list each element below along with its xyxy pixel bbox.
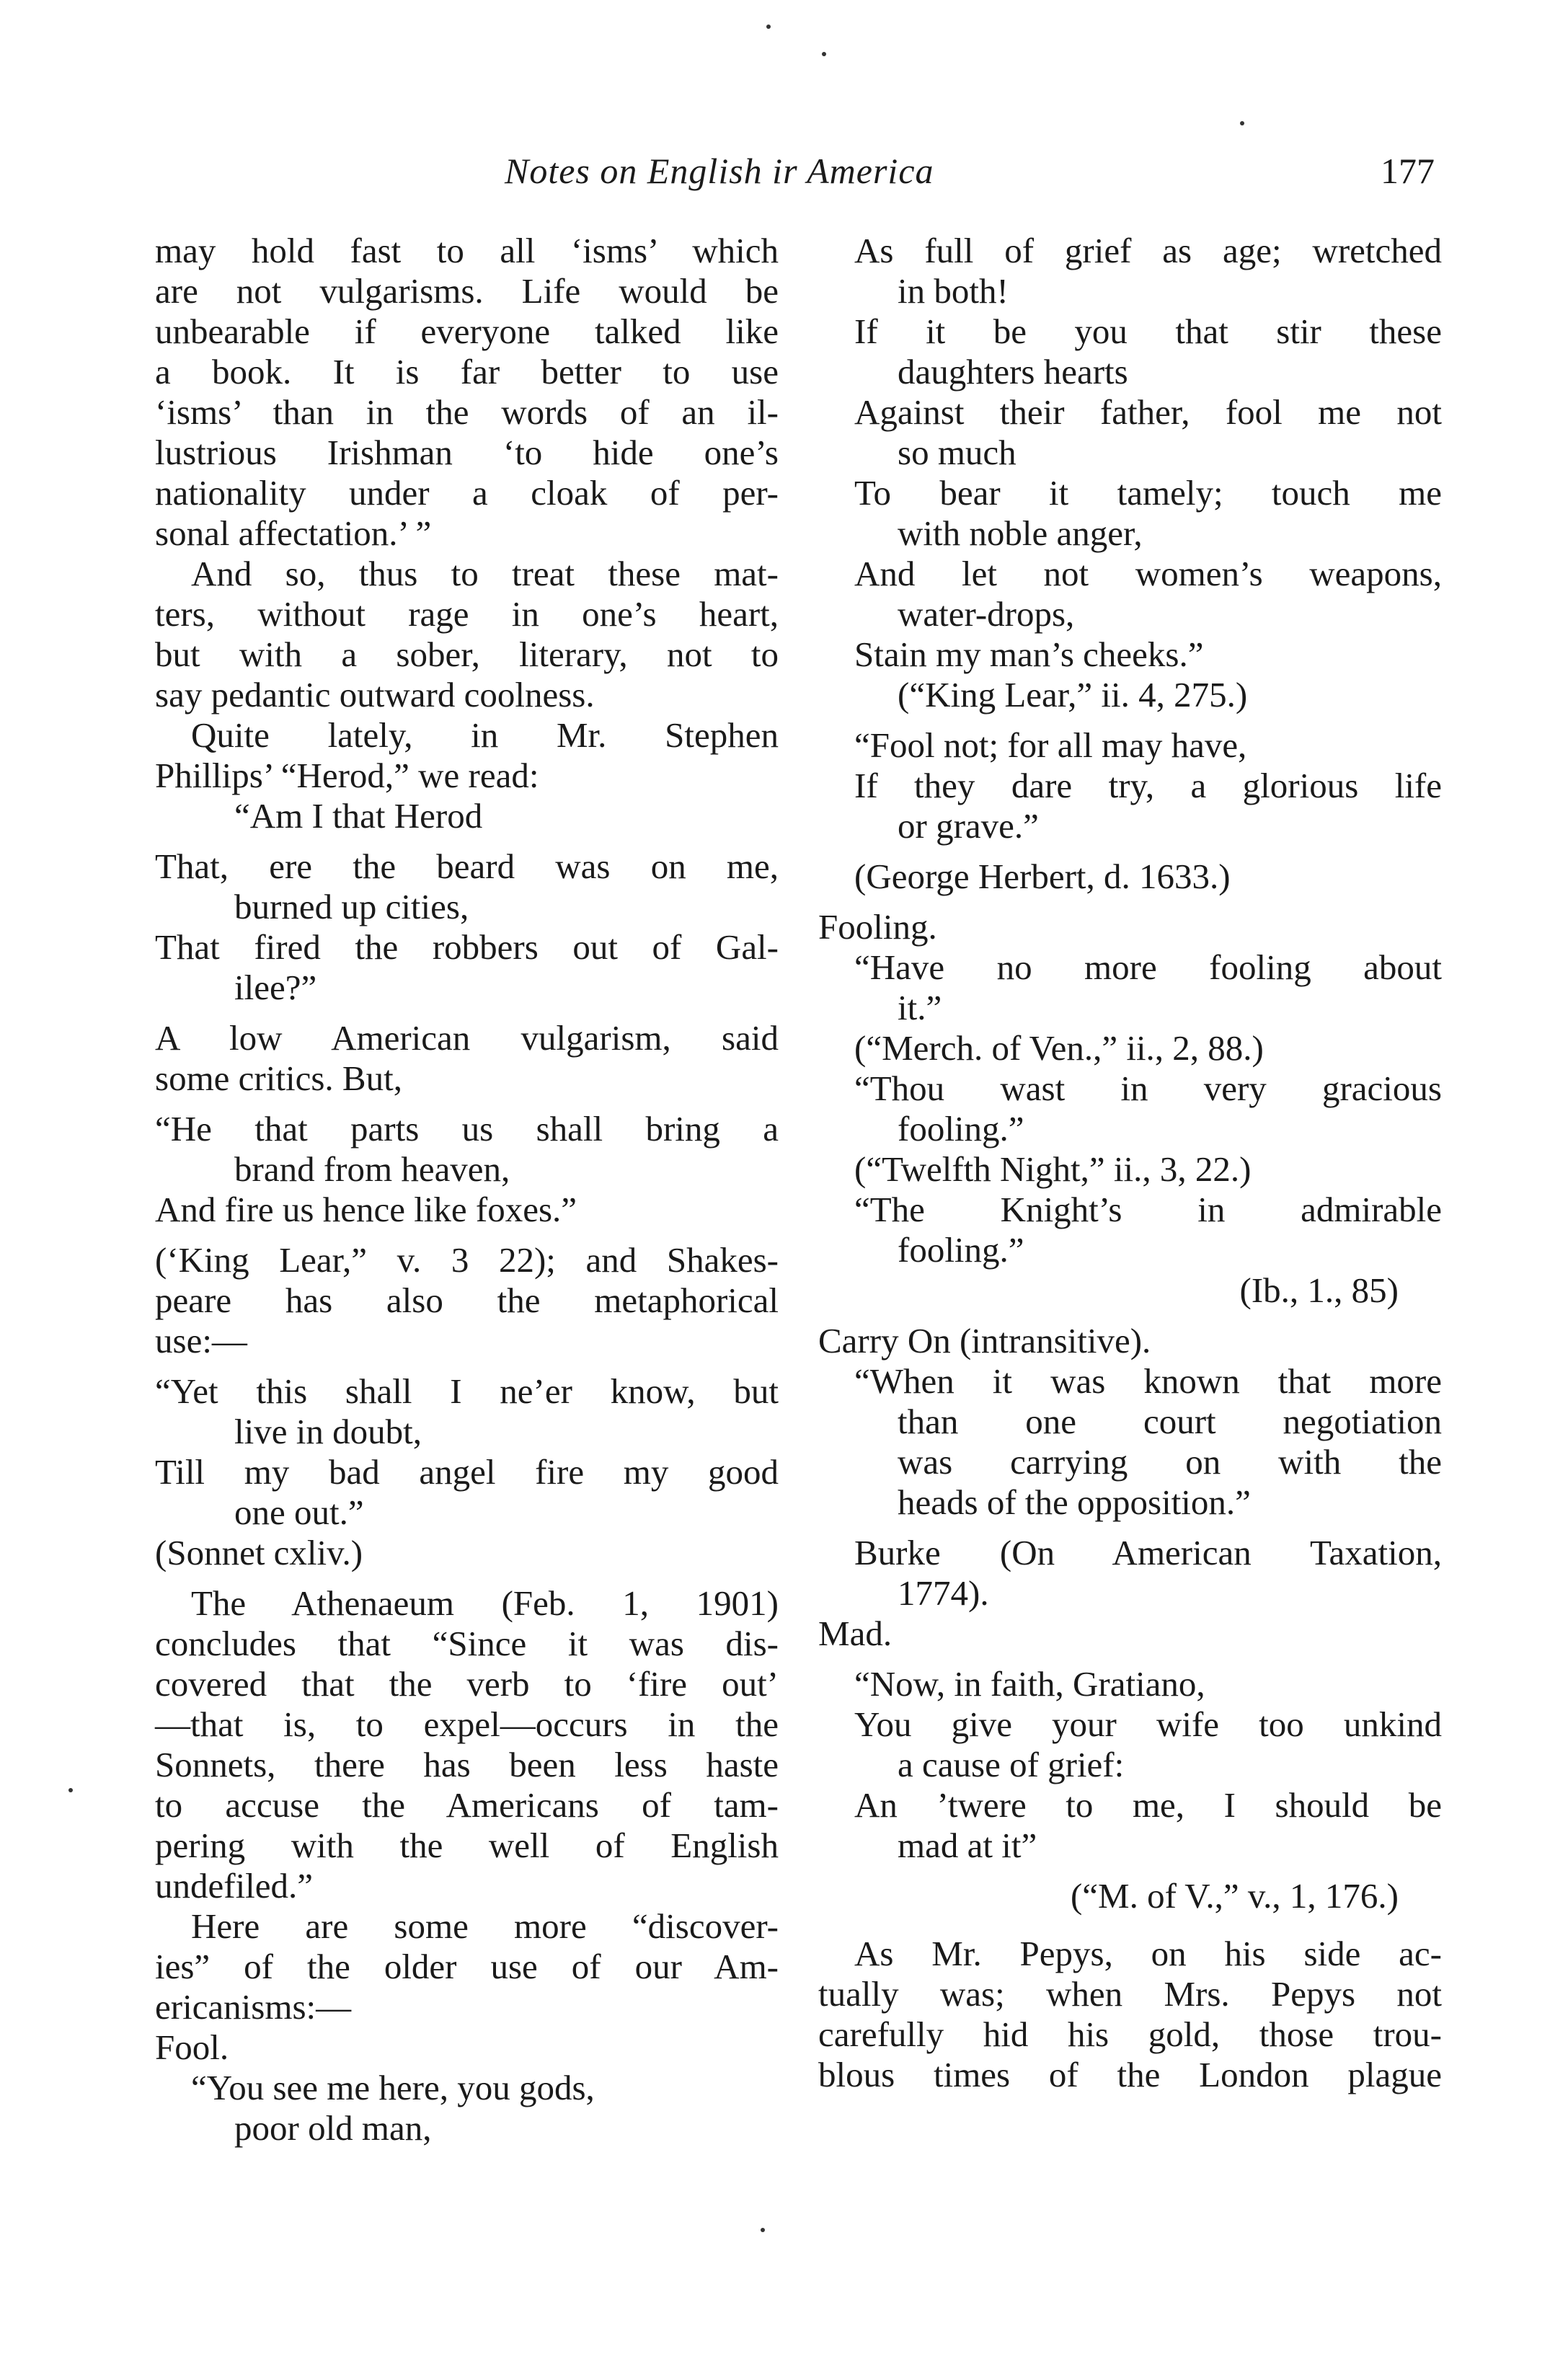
text-line: Fooling. (818, 907, 937, 947)
text-line: fooling.” (898, 1230, 1024, 1270)
text-line: a cause of grief: (898, 1745, 1125, 1784)
text-line: with noble anger, (898, 513, 1143, 553)
text-line: “The Knight’s in admirable (854, 1190, 1442, 1229)
text-line: “When it was known that more (854, 1361, 1442, 1401)
text-line: “Am I that Herod (234, 796, 483, 836)
text-line: burned up cities, (234, 887, 469, 926)
text-line: Carry On (intransitive). (818, 1321, 1151, 1360)
text-line: (“Twelfth Night,” ii., 3, 22.) (854, 1149, 1252, 1189)
text-line: As full of grief as age; wretched (854, 231, 1442, 270)
text-line: unbearable if everyone talked like (155, 311, 779, 351)
text-line: As Mr. Pepys, on his side ac- (854, 1934, 1442, 1973)
text-line: but with a sober, literary, not to (155, 634, 779, 674)
text-line: blous times of the London plague (818, 2055, 1442, 2094)
text-line: pering with the well of English (155, 1826, 779, 1865)
text-line: (‘King Lear,” v. 3 22); and Shakes- (155, 1240, 779, 1280)
text-line: may hold fast to all ‘isms’ which (155, 231, 779, 270)
page-number: 177 (1381, 151, 1435, 191)
text-line: use:— (155, 1321, 247, 1360)
text-line: “You see me here, you gods, (191, 2068, 595, 2107)
text-line: “Now, in faith, Gratiano, (854, 1664, 1205, 1704)
text-line: An ’twere to me, I should be (854, 1785, 1442, 1825)
print-speck (1240, 121, 1244, 125)
text-line: than one court negotiation (898, 1402, 1442, 1441)
print-speck (68, 1788, 73, 1792)
text-line: concludes that “Since it was dis- (155, 1624, 779, 1663)
text-line: so much (898, 433, 1016, 472)
text-line: a book. It is far better to use (155, 352, 779, 391)
text-line: (“King Lear,” ii. 4, 275.) (898, 675, 1248, 714)
text-line: live in doubt, (234, 1412, 422, 1451)
text-line: sonal affectation.’ ” (155, 513, 432, 553)
text-line: peare has also the metaphorical (155, 1280, 779, 1320)
text-line: (Sonnet cxliv.) (155, 1533, 363, 1572)
text-line: or grave.” (898, 806, 1039, 846)
text-line: (George Herbert, d. 1633.) (854, 857, 1231, 896)
left-column (155, 231, 779, 2149)
text-line: Till my bad angel fire my good (155, 1452, 779, 1492)
text-line: The Athenaeum (Feb. 1, 1901) (191, 1583, 779, 1623)
text-line: water-drops, (898, 594, 1075, 634)
text-line: undefiled.” (155, 1866, 314, 1906)
text-line: poor old man, (234, 2108, 432, 2148)
text-line: Quite lately, in Mr. Stephen (191, 715, 779, 755)
text-line: (Ib., 1., 85) (1239, 1270, 1399, 1310)
text-line: some critics. But, (155, 1058, 402, 1098)
print-speck (766, 25, 771, 29)
text-line: fooling.” (898, 1109, 1024, 1149)
text-line: “Have no more fooling about (854, 947, 1442, 987)
text-line: A low American vulgarism, said (155, 1018, 779, 1058)
text-line: Burke (On American Taxation, (854, 1533, 1442, 1572)
text-line: And let not women’s weapons, (854, 554, 1442, 593)
text-line: That fired the robbers out of Gal- (155, 927, 779, 967)
text-line: Mad. (818, 1614, 892, 1653)
print-speck (822, 52, 826, 56)
text-line: If it be you that stir these (854, 311, 1442, 351)
text-line: was carrying on with the (898, 1442, 1442, 1482)
text-line: To bear it tamely; touch me (854, 473, 1442, 513)
text-line: That, ere the beard was on me, (155, 846, 779, 886)
text-line: Against their father, fool me not (854, 392, 1442, 432)
text-line: Sonnets, there has been less haste (155, 1745, 779, 1784)
text-line: ters, without rage in one’s heart, (155, 594, 779, 634)
text-line: And fire us hence like foxes.” (155, 1190, 577, 1229)
text-line: Here are some more “discover- (191, 1906, 779, 1946)
print-speck (761, 2228, 765, 2232)
text-line: If they dare try, a glorious life (854, 766, 1442, 805)
text-line: 1774). (898, 1573, 989, 1613)
text-line: heads of the opposition.” (898, 1482, 1251, 1522)
text-line: ilee?” (234, 968, 317, 1007)
text-line: say pedantic outward coolness. (155, 675, 595, 714)
text-line: “He that parts us shall bring a (155, 1109, 779, 1149)
text-line: are not vulgarisms. Life would be (155, 271, 779, 311)
text-line: “Thou wast in very gracious (854, 1068, 1442, 1108)
text-line: “Fool not; for all may have, (854, 725, 1247, 765)
text-line: it.” (898, 988, 942, 1027)
text-line: ies” of the older use of our Am- (155, 1947, 779, 1986)
text-line: covered that the verb to ‘fire out’ (155, 1664, 779, 1704)
text-line: ericanisms:— (155, 1987, 352, 2027)
text-line: (“Merch. of Ven.,” ii., 2, 88.) (854, 1028, 1264, 1068)
text-line: (“M. of V.,” v., 1, 176.) (1070, 1876, 1399, 1916)
text-line: Fool. (155, 2027, 229, 2067)
text-line: —that is, to expel—occurs in the (155, 1704, 779, 1744)
text-line: brand from heaven, (234, 1149, 510, 1189)
text-line: lustrious Irishman ‘to hide one’s (155, 433, 779, 472)
text-line: ‘isms’ than in the words of an il- (155, 392, 779, 432)
text-line: mad at it” (898, 1826, 1037, 1865)
text-line: “Yet this shall I ne’er know, but (155, 1371, 779, 1411)
text-line: Stain my man’s cheeks.” (854, 634, 1204, 674)
text-line: to accuse the Americans of tam- (155, 1785, 779, 1825)
text-line: tually was; when Mrs. Pepys not (818, 1974, 1442, 2014)
text-line: one out.” (234, 1492, 364, 1532)
running-head (151, 150, 1435, 200)
text-line: And so, thus to treat these mat- (191, 554, 779, 593)
text-line: You give your wife too unkind (854, 1704, 1442, 1744)
running-title: Notes on English ir America (505, 151, 934, 191)
text-line: in both! (898, 271, 1009, 311)
text-line: carefully hid his gold, those trou- (818, 2014, 1442, 2054)
right-column (818, 231, 1442, 2095)
text-line: nationality under a cloak of per- (155, 473, 779, 513)
text-line: Phillips’ “Herod,” we read: (155, 756, 539, 795)
text-line: daughters hearts (898, 352, 1128, 391)
